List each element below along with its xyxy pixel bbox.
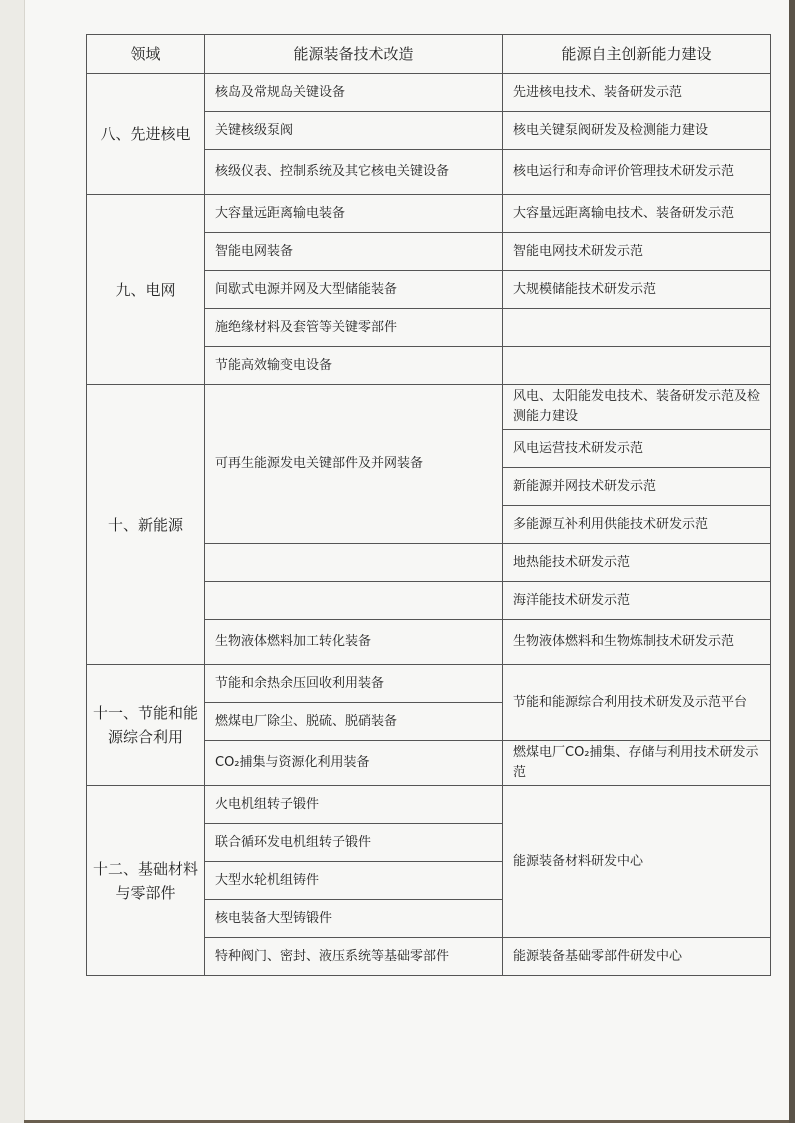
table-header-row	[87, 35, 771, 74]
capability-cell: 核电运行和寿命评价管理技术研发示范	[503, 150, 771, 195]
capability-cell: 新能源并网技术研发示范	[503, 468, 771, 506]
capability-cell: 风电运营技术研发示范	[503, 430, 771, 468]
capability-cell: 核电关键泵阀研发及检测能力建设	[503, 112, 771, 150]
capability-cell: 燃煤电厂CO₂捕集、存储与利用技术研发示范	[503, 741, 771, 786]
capability-cell: 智能电网技术研发示范	[503, 233, 771, 271]
header-innovation-capability: 能源自主创新能力建设	[503, 35, 771, 74]
equipment-cell	[205, 544, 503, 582]
capability-cell: 大容量远距离输电技术、装备研发示范	[503, 195, 771, 233]
equipment-cell: 可再生能源发电关键部件及并网装备	[205, 385, 503, 544]
equipment-cell: 特种阀门、密封、液压系统等基础零部件	[205, 938, 503, 976]
equipment-cell: 间歇式电源并网及大型储能装备	[205, 271, 503, 309]
equipment-cell: 燃煤电厂除尘、脱硫、脱硝装备	[205, 703, 503, 741]
equipment-cell: 火电机组转子锻件	[205, 786, 503, 824]
equipment-cell: 大容量远距离输电装备	[205, 195, 503, 233]
table-row	[87, 195, 771, 233]
capability-cell	[503, 309, 771, 347]
header-equipment-upgrade: 能源装备技术改造	[205, 35, 503, 74]
equipment-cell: 智能电网装备	[205, 233, 503, 271]
capability-cell: 海洋能技术研发示范	[503, 582, 771, 620]
equipment-cell: 关键核级泵阀	[205, 112, 503, 150]
capability-cell: 大规模储能技术研发示范	[503, 271, 771, 309]
capability-cell: 风电、太阳能发电技术、装备研发示范及检测能力建设	[503, 385, 771, 430]
scan-left-margin	[0, 0, 25, 1123]
capability-cell: 先进核电技术、装备研发示范	[503, 74, 771, 112]
capability-cell: 多能源互补利用供能技术研发示范	[503, 506, 771, 544]
table-row	[87, 74, 771, 112]
header-area: 领域	[87, 35, 205, 74]
equipment-cell: 核岛及常规岛关键设备	[205, 74, 503, 112]
area-nuclear: 八、先进核电	[87, 74, 205, 195]
area-materials: 十二、基础材料与零部件	[87, 786, 205, 976]
equipment-cell: 联合循环发电机组转子锻件	[205, 824, 503, 862]
equipment-cell: 核电装备大型铸锻件	[205, 900, 503, 938]
table-row	[87, 385, 771, 430]
equipment-cell: CO₂捕集与资源化利用装备	[205, 741, 503, 786]
capability-cell: 能源装备基础零部件研发中心	[503, 938, 771, 976]
scan-right-edge	[789, 0, 795, 1123]
capability-cell: 能源装备材料研发中心	[503, 786, 771, 938]
capability-cell: 地热能技术研发示范	[503, 544, 771, 582]
energy-equipment-table	[86, 34, 771, 976]
equipment-cell	[205, 582, 503, 620]
capability-cell	[503, 347, 771, 385]
equipment-cell: 节能和余热余压回收利用装备	[205, 665, 503, 703]
capability-cell: 节能和能源综合利用技术研发及示范平台	[503, 665, 771, 741]
table-row	[87, 786, 771, 824]
area-renewable: 十、新能源	[87, 385, 205, 665]
equipment-cell: 施绝缘材料及套管等关键零部件	[205, 309, 503, 347]
table-row	[87, 665, 771, 703]
capability-cell: 生物液体燃料和生物炼制技术研发示范	[503, 620, 771, 665]
equipment-cell: 大型水轮机组铸件	[205, 862, 503, 900]
equipment-cell: 节能高效输变电设备	[205, 347, 503, 385]
equipment-cell: 核级仪表、控制系统及其它核电关键设备	[205, 150, 503, 195]
area-efficiency: 十一、节能和能源综合利用	[87, 665, 205, 786]
area-grid: 九、电网	[87, 195, 205, 385]
equipment-cell: 生物液体燃料加工转化装备	[205, 620, 503, 665]
